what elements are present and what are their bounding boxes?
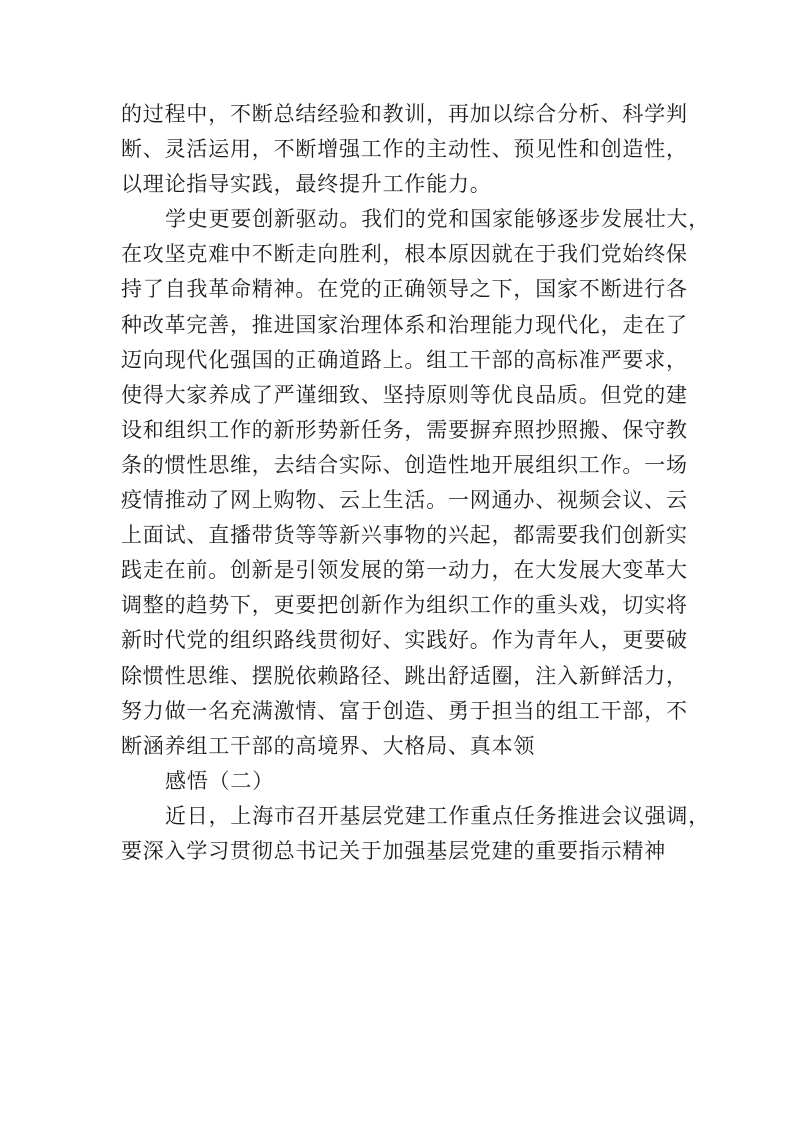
text-line: 以理论指导实践，最终提升工作能力。 <box>121 172 492 197</box>
text-line: 新时代党的组织路线贯彻好、实践好。作为青年人，更要破 <box>121 628 688 653</box>
text-line: 断、灵活运用，不断增强工作的主动性、预见性和创造性， <box>121 137 688 162</box>
text-line: 努力做一名充满激情、富于创造、勇于担当的组工干部，不 <box>121 698 688 723</box>
section-heading: 感悟（二） <box>165 768 274 793</box>
text-line: 除惯性思维、摆脱依赖路径、跳出舒适圈，注入新鲜活力， <box>121 663 688 688</box>
text-line: 断涵养组工干部的高境界、大格局、真本领 <box>121 733 536 758</box>
paragraph-start-line: 近日，上海市召开基层党建工作重点任务推进会议强调， <box>165 803 710 828</box>
text-line: 在攻坚克难中不断走向胜利，根本原因就在于我们党始终保 <box>121 242 688 267</box>
text-line: 迈向现代化强国的正确道路上。组工干部的高标准严要求， <box>121 347 688 372</box>
text-line: 使得大家养成了严谨细致、坚持原则等优良品质。但党的建 <box>121 382 688 407</box>
text-line: 设和组织工作的新形势新任务，需要摒弃照抄照搬、保守教 <box>121 417 688 442</box>
text-line: 持了自我革命精神。在党的正确领导之下，国家不断进行各 <box>121 277 688 302</box>
text-line: 上面试、直播带货等等新兴事物的兴起，都需要我们创新实 <box>121 523 688 548</box>
body-text <box>121 97 710 869</box>
text-line: 调整的趋势下，更要把创新作为组织工作的重头戏，切实将 <box>121 593 688 618</box>
text-line: 条的惯性思维，去结合实际、创造性地开展组织工作。一场 <box>121 452 688 477</box>
text-line: 种改革完善，推进国家治理体系和治理能力现代化，走在了 <box>121 312 688 337</box>
text-line: 要深入学习贯彻总书记关于加强基层党建的重要指示精神 <box>121 838 666 863</box>
text-line: 疫情推动了网上购物、云上生活。一网通办、视频会议、云 <box>121 488 688 513</box>
text-line: 践走在前。创新是引领发展的第一动力，在大发展大变革大 <box>121 558 688 583</box>
text-line: 的过程中，不断总结经验和教训，再加以综合分析、科学判 <box>121 102 688 126</box>
paragraph-start-line: 学史更要创新驱动。我们的党和国家能够逐步发展壮大， <box>165 207 710 232</box>
